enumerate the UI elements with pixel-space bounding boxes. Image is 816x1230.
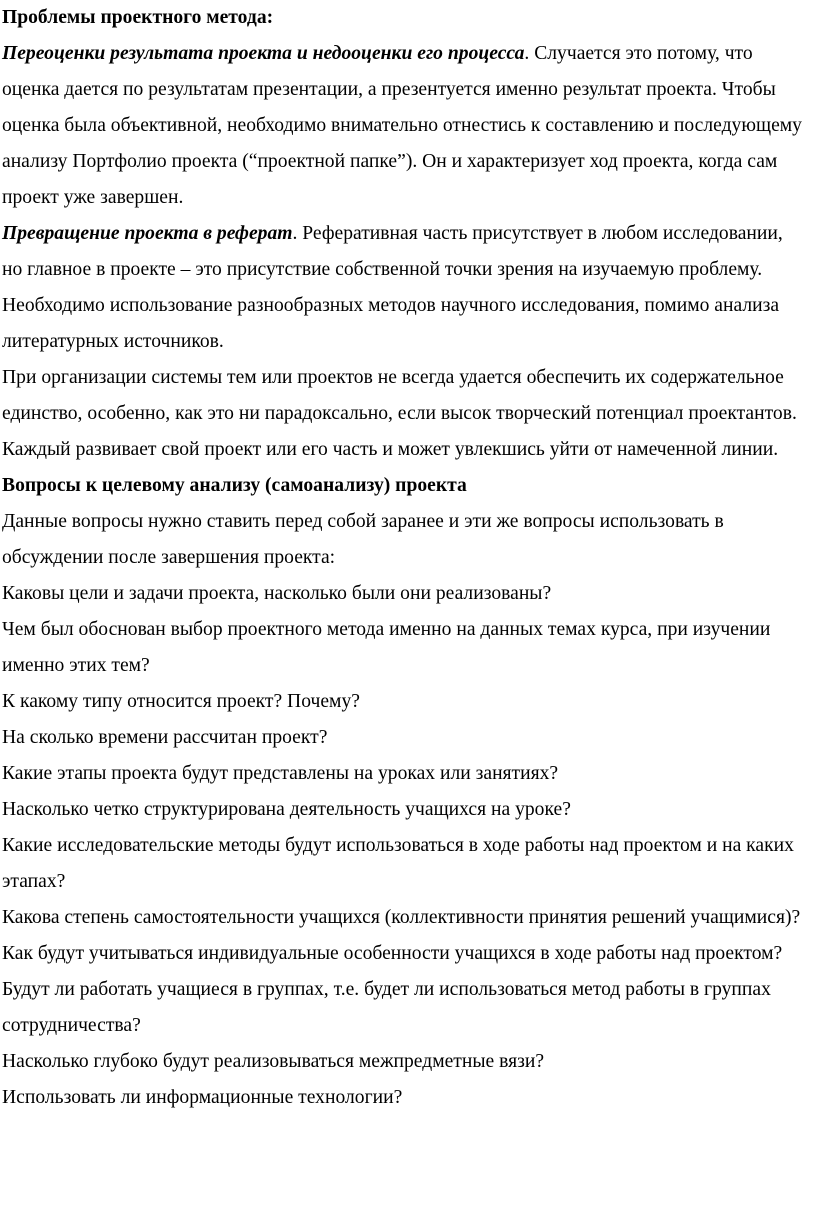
section-heading-problems: Проблемы проектного метода:: [2, 7, 274, 28]
question-item: Каковы цели и задачи проекта, насколько были они реализованы?: [2, 583, 552, 604]
question-item: Чем был обоснован выбор проектного метода именно на данных темах курса, при изучении именно этих тем?: [2, 619, 771, 676]
question-item: Какие этапы проекта будут представлены на уроках или занятиях?: [2, 763, 559, 784]
question-item: Какова степень самостоятельности учащихся (коллективности принятия решений учащимися)?: [2, 907, 801, 928]
question-item: Насколько глубоко будут реализовываться межпредметные вязи?: [2, 1051, 545, 1072]
paragraph-topic-system: При организации системы тем или проектов не всегда удается обеспечить их содержательное единство, особенно, как это ни парадоксально, если высок творческий потенциал проектантов. Каждый развивает свой проект или его часть и может увлекшись уйти от намеченной линии.: [2, 367, 797, 460]
question-item: Как будут учитываться индивидуальные особенности учащихся в ходе работы над проектом?: [2, 943, 783, 964]
paragraph-text-abstract: . Реферативная часть присутствует в любом исследовании, но главное в проекте – это присутствие собственной точки зрения на изучаемую проблему. Необходимо использование разнообразных методов научного исследования, помимо анализа литературных источников.: [2, 223, 783, 352]
section-heading-questions: Вопросы к целевому анализу (самоанализу) проекта: [2, 475, 467, 496]
question-item: Какие исследовательские методы будут использоваться в ходе работы над проектом и на каких этапах?: [2, 835, 794, 892]
question-item: К какому типу относится проект? Почему?: [2, 691, 360, 712]
question-item: Насколько четко структурирована деятельность учащихся на уроке?: [2, 799, 571, 820]
question-item: Будут ли работать учащиеся в группах, т.е. будет ли использоваться метод работы в группах сотрудничества?: [2, 979, 771, 1036]
question-item: Использовать ли информационные технологии?: [2, 1087, 403, 1108]
paragraph-lead-abstract: Превращение проекта в реферат: [2, 223, 293, 244]
paragraph-overestimation: [2, 36, 804, 216]
questions-intro: Данные вопросы нужно ставить перед собой заранее и эти же вопросы использовать в обсуждении после завершения проекта:: [2, 511, 724, 568]
paragraph-lead-overestimation: Переоценки результата проекта и недооценки его процесса: [2, 43, 525, 64]
paragraph-text-overestimation: . Случается это потому, что оценка дается по результатам презентации, а презентуется именно результат проекта. Чтобы оценка была объективной, необходимо внимательно отнестись к составлению и последующему анализу Портфолио проекта (“проектной папке”). Он и характеризует ход проекта, когда сам проект уже завершен.: [2, 43, 802, 208]
question-item: На сколько времени рассчитан проект?: [2, 727, 328, 748]
paragraph-abstract: [2, 216, 804, 360]
